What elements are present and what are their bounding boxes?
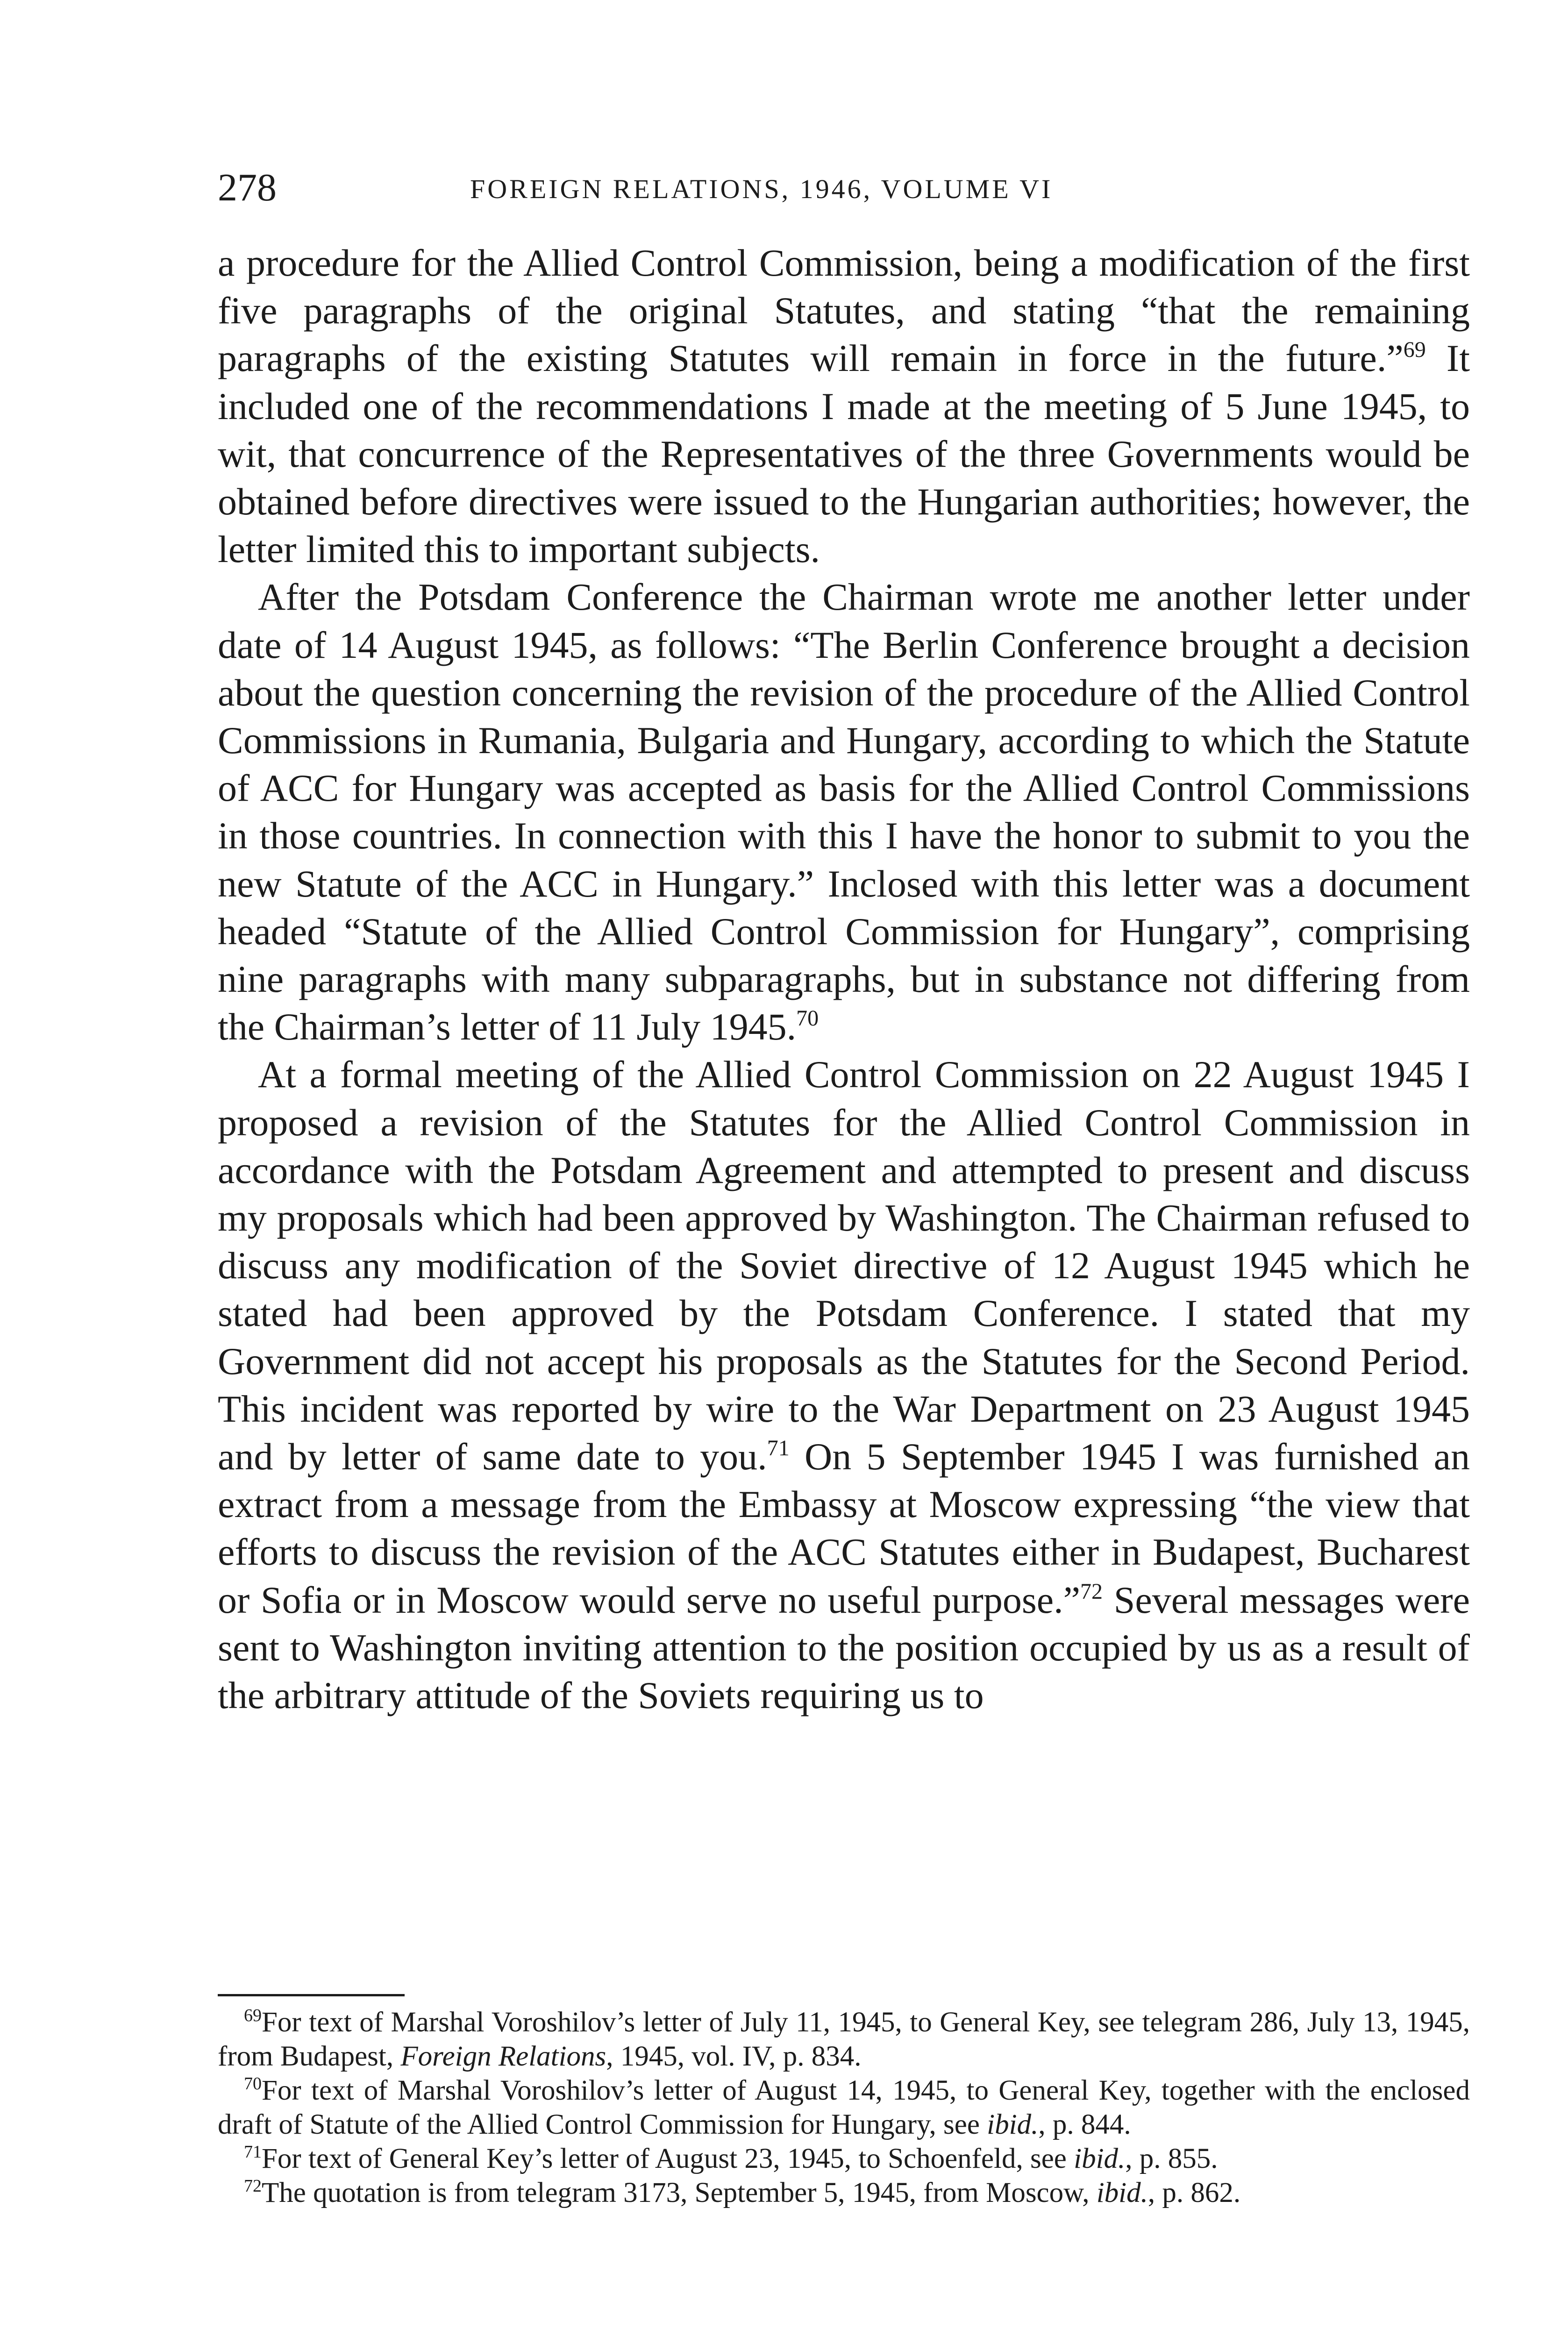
footnote — [218, 2005, 1470, 2073]
footnote-italic: ibid. — [1074, 2143, 1126, 2174]
body-text — [218, 239, 1470, 1719]
running-head — [218, 164, 1470, 211]
footnote-italic: Foreign Relations — [400, 2041, 606, 2072]
footnote-number: 69 — [244, 2006, 262, 2025]
page-number: 278 — [218, 166, 277, 209]
paragraph-text: Several messages were sent to Washington inviting attention to the position occupied by us as a result of the arbitrary attitude of the Soviets requiring us to — [218, 1578, 1470, 1717]
footnote-italic: ibid. — [1096, 2177, 1148, 2208]
footnote — [218, 2142, 1470, 2176]
footnotes — [218, 2005, 1470, 2210]
footnote-number: 70 — [244, 2074, 262, 2094]
footnote-text: For text of Marshal Voroshilov’s letter of July 11, 1945, to General Key, see telegram 286, July 13, 1945, from Budapest, — [218, 2007, 1470, 2072]
footnote-text: , 1945, vol. IV, p. 834. — [606, 2041, 862, 2072]
footnote-text: The quotation is from telegram 3173, September 5, 1945, from Moscow, — [262, 2177, 1097, 2208]
footnote-text: , p. 844. — [1038, 2109, 1131, 2140]
footnote-number: 72 — [244, 2176, 262, 2196]
paragraph-text: It included one of the recommendations I made at the meeting of 5 June 1945, to wit, that concurrence of the Representatives of the three Governments would be obtained before directives were issued to the Hungarian authorities; however, the letter limited this to important subjects. — [218, 337, 1470, 571]
footnote-number: 71 — [244, 2142, 262, 2162]
footnote-ref[interactable]: 69 — [1403, 337, 1426, 363]
paragraph — [218, 239, 1470, 573]
paragraph — [218, 1051, 1470, 1719]
running-title: FOREIGN RELATIONS, 1946, VOLUME VI — [470, 174, 1053, 204]
footnote-ref[interactable]: 70 — [796, 1006, 819, 1031]
footnote-text: For text of General Key’s letter of August 23, 1945, to Schoenfeld, see — [262, 2143, 1074, 2174]
footnote-italic: ibid. — [987, 2109, 1039, 2140]
footnote-divider — [218, 1994, 405, 1996]
footnote-text: , p. 855. — [1125, 2143, 1218, 2174]
footnote-text: For text of Marshal Voroshilov’s letter of August 14, 1945, to General Key, together with the enclosed draft of Statute of the Allied Control Commission for Hungary, see — [218, 2075, 1470, 2140]
footnote — [218, 2176, 1470, 2210]
paragraph-text: After the Potsdam Conference the Chairman wrote me another letter under date of 14 August 1945, as follows: “The Berlin Conference brought a decision about the question concerning the revision of the procedure of the Allied Control Commissions in Rumania, Bulgaria and Hungary, according to which the Statute of ACC for Hungary was accepted as basis for the Allied Control Commissions in those countries. In connection with this I have the honor to submit to you the new Statute of the ACC in Hungary.” Inclosed with this letter was a document headed “Statute of the Allied Control Commission for Hungary”, comprising nine paragraphs with many subparagraphs, but in substance not differing from the Chairman’s letter of 11 July 1945. — [218, 576, 1470, 1048]
paragraph — [218, 573, 1470, 1051]
footnote — [218, 2073, 1470, 2142]
footnote-text: , p. 862. — [1147, 2177, 1241, 2208]
footnote-ref[interactable]: 71 — [767, 1436, 790, 1461]
paragraph-text: On 5 September 1945 I was furnished an extract from a message from the Embassy at Moscow expressing “the view that efforts to discuss the revision of the ACC Statutes either in Budapest, Bucharest or Sofia or in Moscow would serve no useful purpose.” — [218, 1435, 1470, 1621]
footnote-ref[interactable]: 72 — [1080, 1579, 1103, 1604]
paragraph-text: a procedure for the Allied Control Commission, being a modification of the first five paragraphs of the original Statutes, and stating “that the remaining paragraphs of the existing Statutes will remain in force in the future.” — [218, 242, 1470, 380]
paragraph-text: At a formal meeting of the Allied Control Commission on 22 August 1945 I proposed a revision of the Statutes for the Allied Control Commission in accordance with the Potsdam Agreement and attempted to present and discuss my proposals which had been approved by Washington. The Chairman refused to discuss any modification of the Soviet directive of 12 August 1945 which he stated had been approved by the Potsdam Conference. I stated that my Government did not accept his proposals as the Statutes for the Second Period. This incident was reported by wire to the War Department on 23 August 1945 and by letter of same date to you. — [218, 1053, 1470, 1478]
